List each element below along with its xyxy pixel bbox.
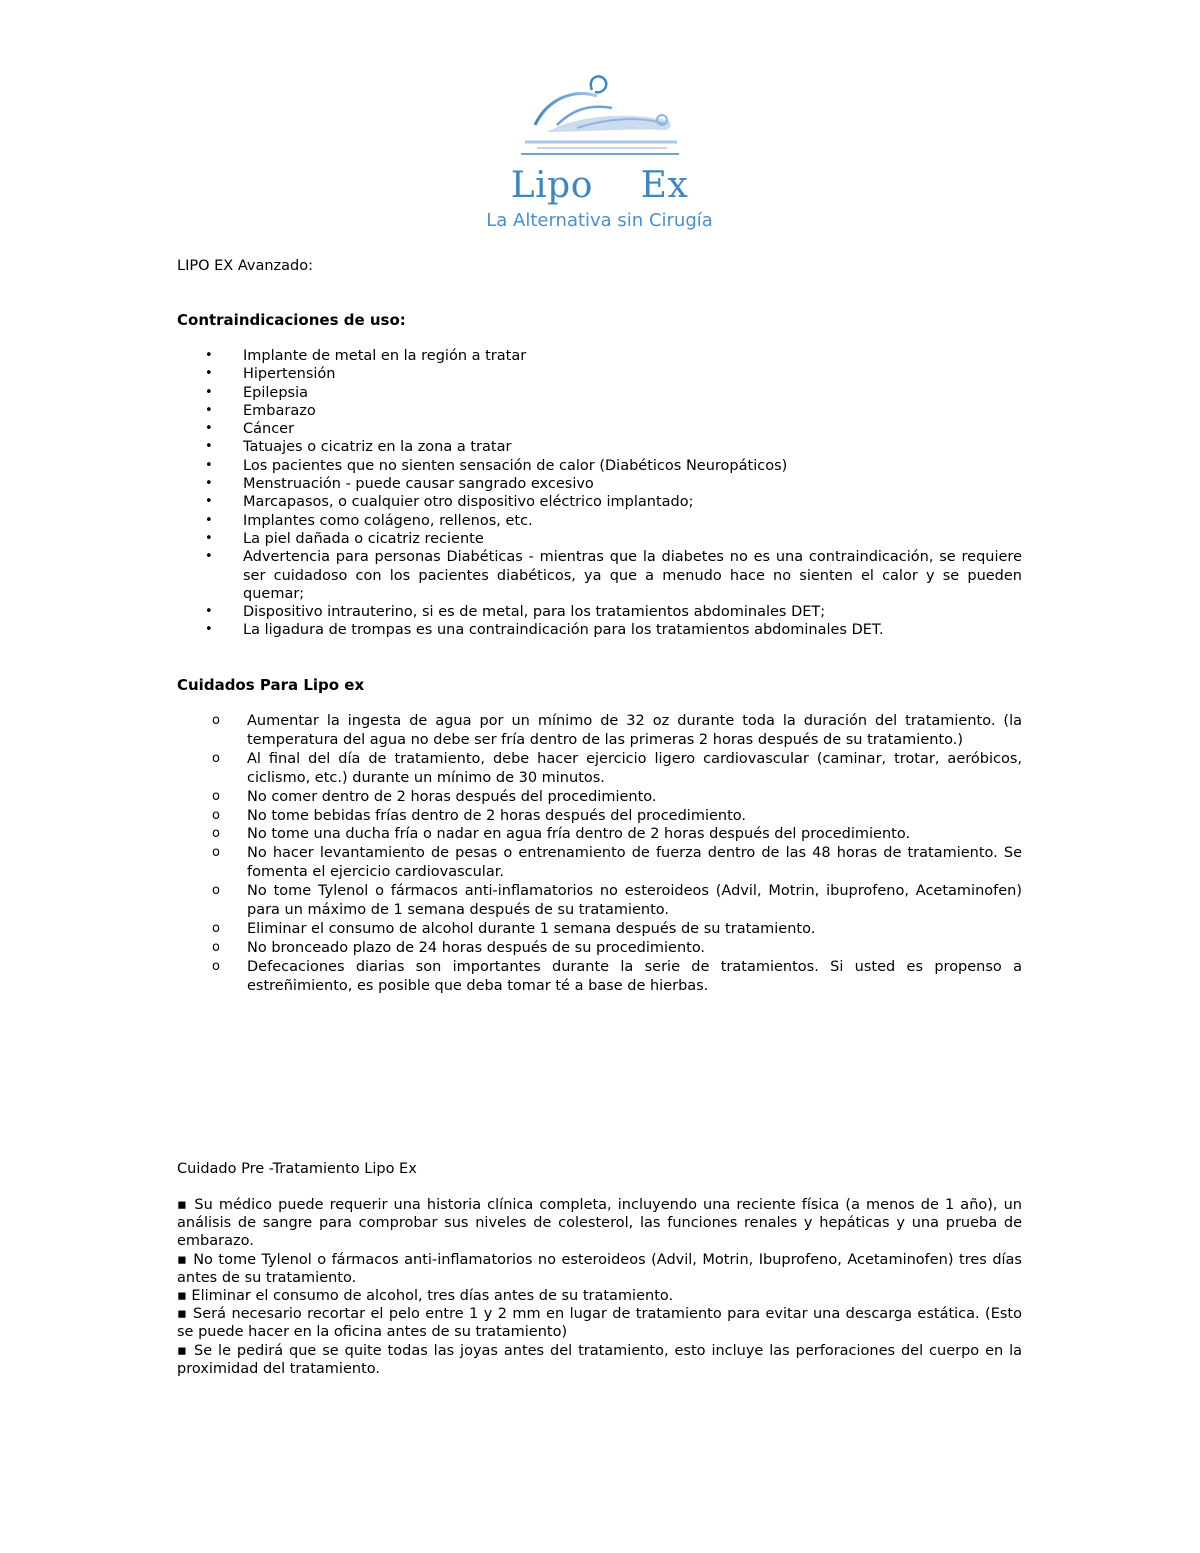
logo-name: Lipo Ex: [510, 165, 689, 206]
bullet-icon: •: [205, 494, 213, 510]
circle-bullet-icon: o: [212, 788, 220, 804]
massage-figure-logo-icon: [517, 70, 682, 160]
list-item: • Los pacientes que no sienten sensación de calor (Diabéticos Neuropáticos): [205, 457, 788, 474]
list-item: o No comer dentro de 2 horas después del procedimiento.: [212, 788, 657, 805]
list-item: • Hipertensión: [205, 366, 336, 383]
list-item: • Cáncer: [205, 421, 295, 438]
list-item: ▪ Será necesario recortar el pelo entre 1 y 2 mm en lugar de tratamiento para evitar una descarga estática. (Esto se puede hacer en la oficina antes de su tratamiento): [177, 1306, 1022, 1341]
circle-bullet-icon: o: [212, 883, 220, 899]
list-item: • Menstruación - puede causar sangrado excesivo: [205, 476, 594, 493]
list-item: ▪ Eliminar el consumo de alcohol, tres días antes de su tratamiento.: [177, 1288, 674, 1305]
bullet-icon: •: [205, 530, 213, 546]
circle-bullet-icon: o: [212, 750, 220, 766]
list-item: • Marcapasos, o cualquier otro dispositivo eléctrico implantado;: [205, 494, 694, 511]
care-heading: Cuidados Para Lipo ex: [177, 676, 365, 694]
list-item: • La ligadura de trompas es una contraindicación para los tratamientos abdominales DET.: [205, 622, 884, 639]
list-item: • Advertencia para personas Diabéticas - mientras que la diabetes no es una contraindicación, se requiere ser cuidadoso con los pacientes diabéticos, ya que a menudo hace no sienten el calor y se pueden quemar;: [205, 549, 1022, 602]
pre-treatment-list: [177, 1196, 1022, 1378]
contraindications-heading: Contraindicaciones de uso:: [177, 311, 406, 329]
list-item: o Aumentar la ingesta de agua por un mínimo de 32 oz durante toda la duración del tratamiento. (la temperatura del agua no debe ser fría dentro de las primeras 2 horas después de su tratamiento.): [212, 713, 1022, 748]
circle-bullet-icon: o: [212, 845, 220, 861]
bullet-icon: •: [205, 622, 213, 638]
bullet-icon: •: [205, 421, 213, 437]
bullet-icon: •: [205, 604, 213, 620]
list-item: • Implantes como colágeno, rellenos, etc.: [205, 512, 533, 529]
contraindications-list: [177, 347, 1022, 640]
list-item: o Al final del día de tratamiento, debe hacer ejercicio ligero cardiovascular (caminar, trotar, aeróbicos, ciclismo, etc.) durante un mínimo de 30 minutos.: [212, 750, 1022, 786]
circle-bullet-icon: o: [212, 807, 220, 823]
bullet-icon: •: [205, 439, 213, 455]
bullet-icon: •: [205, 512, 213, 528]
list-item: ▪ No tome Tylenol o fármacos anti-inflamatorios no esteroideos (Advil, Motrin, Ibuprofeno, Acetaminofen) tres días antes de su tratamiento.: [177, 1251, 1022, 1286]
circle-bullet-icon: o: [212, 939, 220, 955]
list-item: • La piel dañada o cicatriz reciente: [205, 530, 484, 547]
list-item: o Eliminar el consumo de alcohol durante 1 semana después de su tratamiento.: [212, 920, 816, 937]
list-item: • Epilepsia: [205, 384, 309, 401]
logo-tagline: La Alternativa sin Cirugía: [486, 210, 713, 231]
pre-treatment-heading: Cuidado Pre -Tratamiento Lipo Ex: [177, 1161, 417, 1177]
list-item: o No hacer levantamiento de pesas o entrenamiento de fuerza dentro de las 48 horas de tratamiento. Se fomenta el ejercicio cardiovascular.: [212, 845, 1022, 881]
bullet-icon: •: [205, 549, 213, 565]
circle-bullet-icon: o: [212, 958, 220, 974]
bullet-icon: •: [205, 457, 213, 473]
list-item: ▪ Se le pedirá que se quite todas las joyas antes del tratamiento, esto incluye las perforaciones del cuerpo en la proximidad del tratamiento.: [177, 1342, 1022, 1377]
list-item: o No tome bebidas frías dentro de 2 horas después del procedimiento.: [212, 807, 746, 824]
list-item: o No bronceado plazo de 24 horas después de su procedimiento.: [212, 939, 706, 956]
list-item: • Implante de metal en la región a tratar: [205, 348, 527, 364]
intro-line: LIPO EX Avanzado:: [177, 258, 314, 274]
circle-bullet-icon: o: [212, 713, 220, 728]
list-item: o No tome una ducha fría o nadar en agua fría dentro de 2 horas después del procedimiento.: [212, 826, 911, 843]
list-item: o No tome Tylenol o fármacos anti-inflamatorios no esteroideos (Advil, Motrin, ibuprofeno, Acetaminofen) para un máximo de 1 semana después de su tratamiento.: [212, 883, 1022, 919]
bullet-icon: •: [205, 476, 213, 492]
logo: [177, 70, 1022, 240]
list-item: • Embarazo: [205, 402, 316, 419]
list-item: • Dispositivo intrauterino, si es de metal, para los tratamientos abdominales DET;: [205, 604, 826, 621]
bullet-icon: •: [205, 402, 213, 418]
circle-bullet-icon: o: [212, 826, 220, 842]
list-item: ▪ Su médico puede requerir una historia clínica completa, incluyendo una reciente física (a menos de 1 año), un análisis de sangre para comprobar sus niveles de colesterol, las funciones renales y hepáticas y una prueba de embarazo.: [177, 1197, 1022, 1250]
bullet-icon: •: [205, 366, 213, 382]
list-item: • Tatuajes o cicatriz en la zona a tratar: [205, 439, 512, 456]
circle-bullet-icon: o: [212, 920, 220, 936]
bullet-icon: •: [205, 348, 213, 363]
list-item: o Defecaciones diarias son importantes durante la serie de tratamientos. Si usted es propenso a estreñimiento, es posible que deba tomar té a base de hierbas.: [212, 958, 1022, 994]
care-list: [177, 712, 1022, 996]
bullet-icon: •: [205, 384, 213, 400]
